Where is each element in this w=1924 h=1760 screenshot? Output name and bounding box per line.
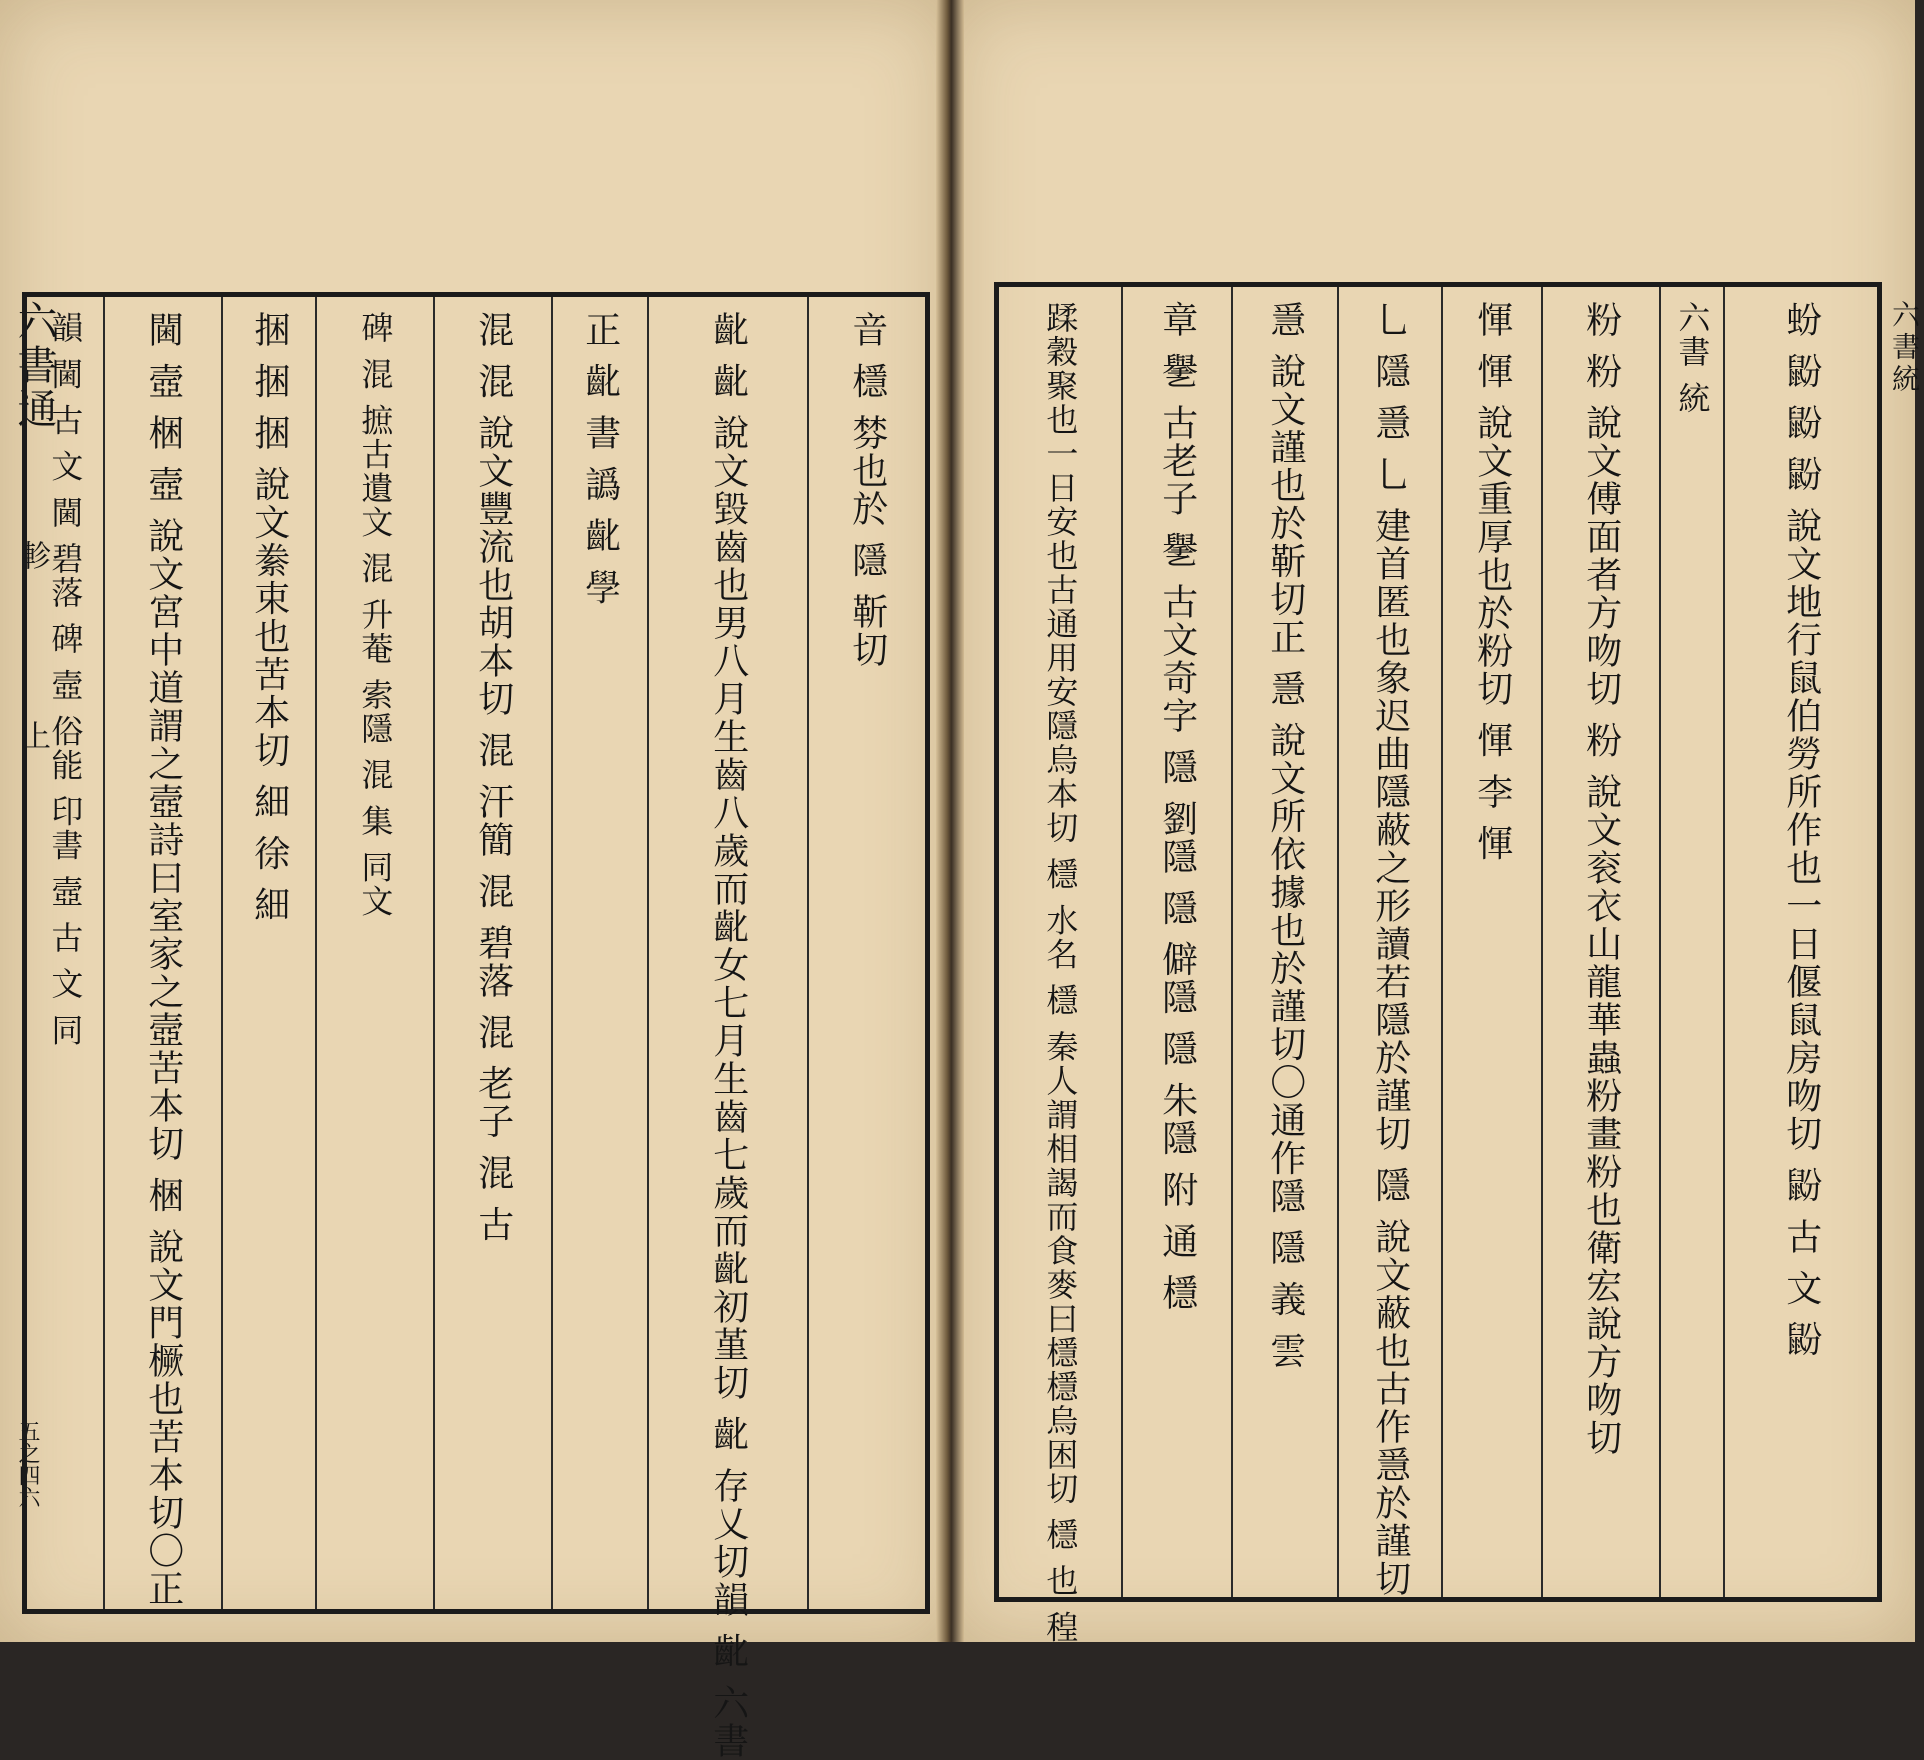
column-text: 音 檼 棼也於 隱 靳切 xyxy=(846,311,888,669)
column-text: 碑 混 摭古遺文 混 升菴 索隱 混 集 同文 xyxy=(356,311,395,919)
left-margin-section: 軫 xyxy=(15,540,50,574)
left-column-6 xyxy=(223,297,317,1609)
book-spine xyxy=(936,0,964,1642)
right-margin-title: 六書統 xyxy=(1888,300,1921,396)
right-column-5 xyxy=(1339,287,1443,1597)
column-text: 惲 惲 說文重厚也於粉切 惲 李 惲 xyxy=(1471,301,1513,863)
right-column-2 xyxy=(1661,287,1725,1597)
column-text: 蹂穀聚也一日安也古通用安隱烏本切 檼 水名 檼 秦人謂相謁而食麥曰檼檼烏困切 檼 也 䅣 xyxy=(1041,301,1080,1645)
column-text: 粉 粉 說文傅面者方吻切 粉 說文衮衣山龍華蟲粉畫粉也衛宏說方吻切 xyxy=(1580,301,1622,1457)
left-column-4 xyxy=(435,297,553,1609)
column-text: 章 㐦 古老子 㐦 古文奇字 隱 劉隱 隱 僻隱 隱 朱隱 附 通 檼 xyxy=(1156,301,1198,1312)
right-column-8 xyxy=(999,287,1123,1645)
column-text: 蚡 鼢 鼢 鼢 說文地行鼠伯勞所作也一日偃鼠房吻切 鼢 古 文 鼢 xyxy=(1780,301,1822,1359)
right-column-1 xyxy=(1725,287,1877,1597)
left-column-2 xyxy=(649,297,809,1760)
left-column-3 xyxy=(553,297,649,1609)
left-folio: 五之四六 xyxy=(15,1420,40,1508)
right-column-7 xyxy=(1123,287,1233,1597)
left-text-frame xyxy=(22,292,930,1760)
left-column-7 xyxy=(105,297,223,1609)
right-text-frame xyxy=(994,282,1882,1645)
column-text: 齔 齔 說文毀齒也男八月生齒八歲而齔女七月生齒七歲而齔初堇切 齔 存乂切韻 齔 六書 xyxy=(707,311,749,1760)
column-text: 捆 捆 捆 說文絭束也苦本切 細 徐 細 xyxy=(248,311,290,924)
column-text: 㥯 說文謹也於靳切正 㥯 說文所依據也於謹切〇通作隱 隱 義 雲 xyxy=(1264,301,1306,1370)
right-column-4 xyxy=(1443,287,1543,1597)
left-column-5 xyxy=(317,297,435,1609)
right-column-3 xyxy=(1543,287,1661,1597)
column-text: 閫 壼 梱 壼 說文宮中道謂之壼詩曰室家之壼苦本切 梱 說文門橛也苦本切〇正 xyxy=(142,311,184,1608)
column-text: 六書 統 xyxy=(1673,301,1712,416)
right-column-6 xyxy=(1233,287,1339,1597)
column-text: 乚 隱 㥯 乚 建首匿也象迟曲隱蔽之形讀若隱於謹切 隱 說文蔽也古作㥯於謹切 xyxy=(1369,301,1411,1598)
left-margin-volume: 上 xyxy=(15,720,50,754)
left-column-8 xyxy=(27,297,105,1609)
column-text: 正 齔 書 譌 齔 學 xyxy=(579,311,621,607)
left-margin-title: 六書通 xyxy=(11,300,57,432)
column-text: 韻 閫 古 文 閫 碧落 碑 壼 俗能 印書 壼 古 文 同 xyxy=(46,311,85,1048)
column-text: 混 混 說文豐流也胡本切 混 汗簡 混 碧落 混 老子 混 古 xyxy=(472,311,514,1244)
left-column-1 xyxy=(809,297,925,1609)
